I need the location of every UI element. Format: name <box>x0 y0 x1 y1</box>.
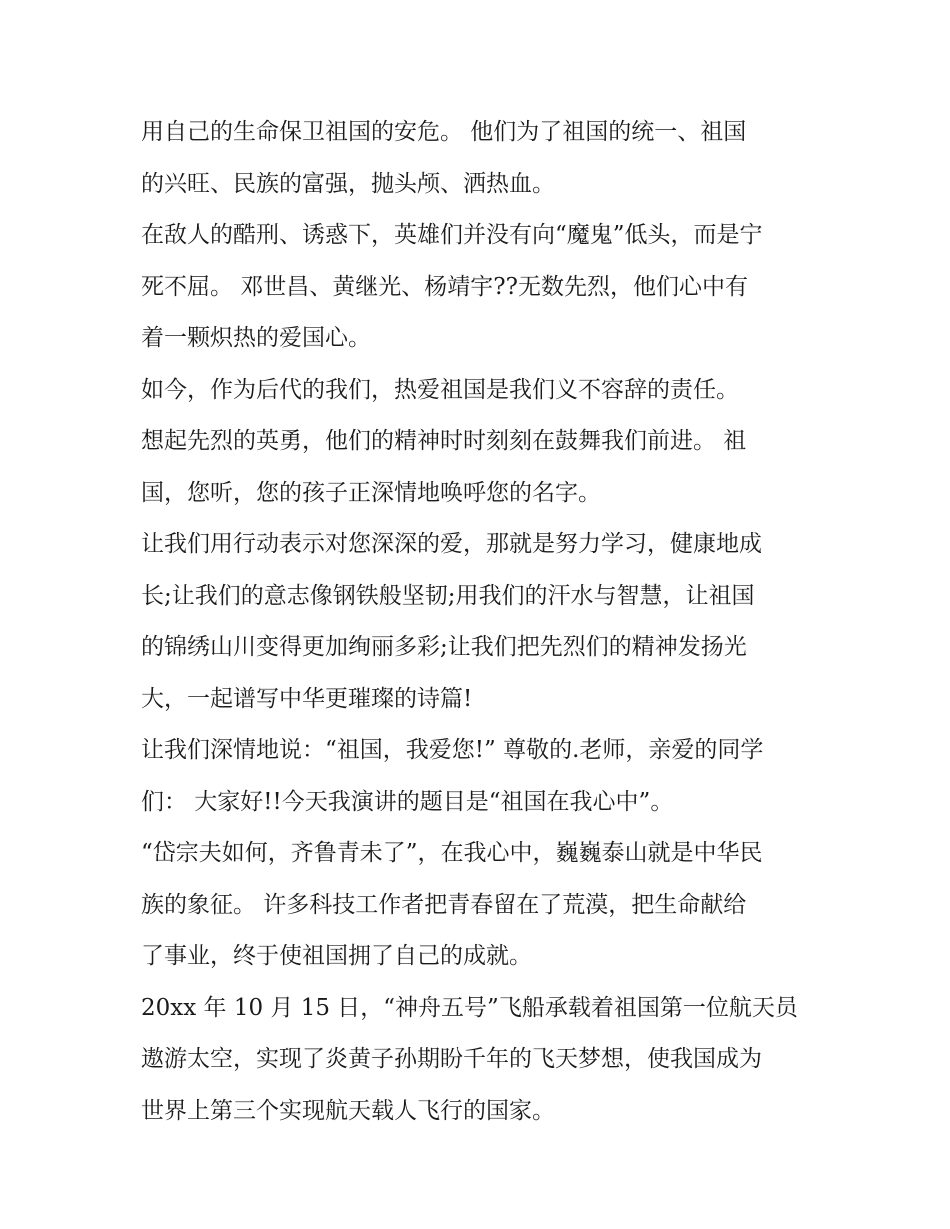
text-line: 死不屈。 邓世昌、黄继光、杨靖宇??无数先烈，他们心中有 <box>141 273 748 300</box>
text-line: 想起先烈的英勇，他们的精神时时刻刻在鼓舞我们前进。 祖 <box>141 428 747 454</box>
text-line: 国，您听，您的孩子正深情地唤呼您的名字。 <box>141 479 601 506</box>
text-line: 着一颗炽热的爱国心。 <box>141 325 371 351</box>
text-line: 让我们用行动表示对您深深的爱，那就是努力学习，健康地成 <box>141 531 762 557</box>
text-line: 族的象征。 许多科技工作者把青春留在了荒漠，把生命献给 <box>141 891 747 918</box>
text-line: 在敌人的酷刑、诱惑下，英雄们并没有向“魔鬼”低头，而是宁 <box>141 222 763 248</box>
text-line: 如今，作为后代的我们，热爱祖国是我们义不容辞的责任。 <box>141 376 739 403</box>
text-line: 的锦绣山川变得更加绚丽多彩;让我们把先烈们的精神发扬光 <box>141 634 747 660</box>
text-line: 大，一起谱写中华更璀璨的诗篇! <box>141 685 473 712</box>
text-line: 了事业，终于使祖国拥了自己的成就。 <box>141 943 532 969</box>
text-line: 的兴旺、民族的富强，抛头颅、洒热血。 <box>141 170 555 197</box>
text-line: 让我们深情地说：“祖国，我爱您!” 尊敬的.老师，亲爱的同学 <box>141 737 764 763</box>
text-line: 们： 大家好!!今天我演讲的题目是“祖国在我心中”。 <box>141 788 674 815</box>
text-line: 20xx 年 10 月 15 日，“神舟五号”飞船承载着祖国第一位航天员 <box>141 994 798 1021</box>
text-line: 用自己的生命保卫祖国的安危。 他们为了祖国的统一、祖国 <box>141 119 747 145</box>
text-line: “岱宗夫如何，齐鲁青未了”，在我心中，巍巍泰山就是中华民 <box>141 840 763 866</box>
document-body <box>141 107 821 1137</box>
text-line: 世界上第三个实现航天载人飞行的国家。 <box>141 1097 555 1124</box>
text-line: 长;让我们的意志像钢铁般坚韧;用我们的汗水与智慧，让祖国 <box>141 582 755 609</box>
text-line: 遨游太空，实现了炎黄子孙期盼千年的飞天梦想，使我国成为 <box>141 1046 762 1072</box>
